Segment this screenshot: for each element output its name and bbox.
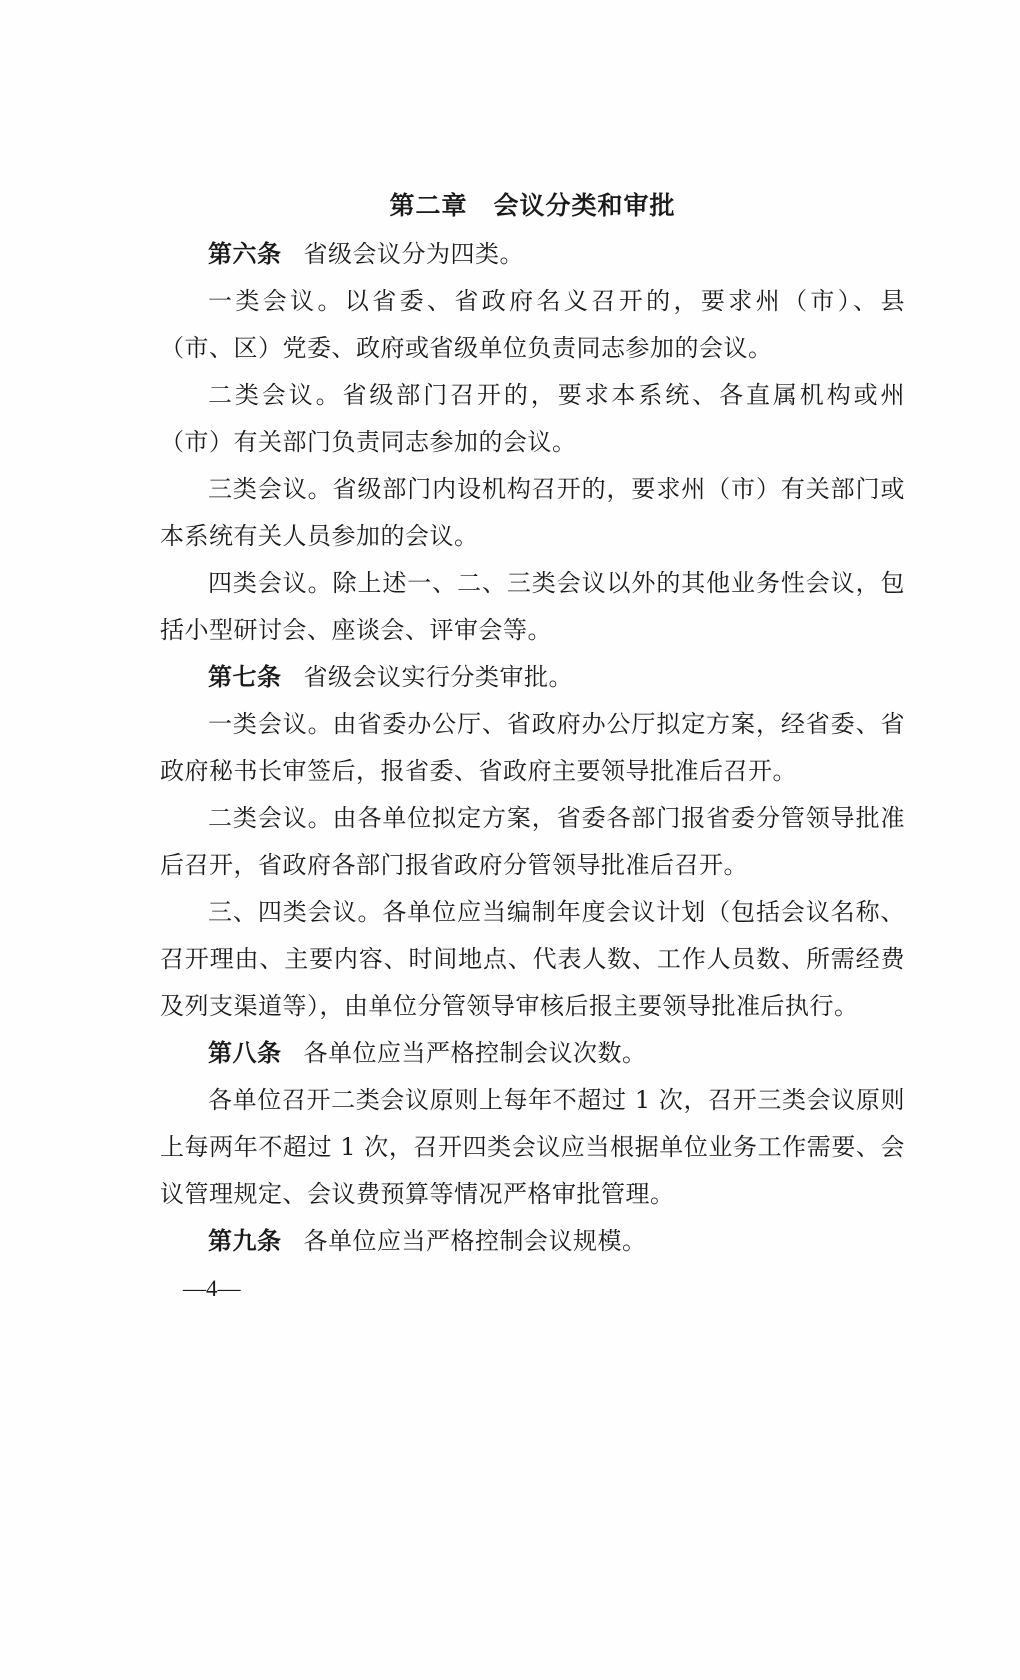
article-text: 各单位应当严格控制会议规模。 bbox=[303, 1227, 647, 1255]
article-label: 第六条 bbox=[208, 240, 282, 268]
page-number: —4— bbox=[183, 1276, 241, 1301]
paragraph-text: 二类会议。省级部门召开的，要求本系统、各直属机构或州（市）有关部门负责同志参加的会议。 bbox=[160, 381, 905, 456]
article-label: 第八条 bbox=[208, 1039, 282, 1067]
paragraph-text: 一类会议。以省委、省政府名义召开的，要求州（市）、县（市、区）党委、政府或省级单位负责同志参加的会议。 bbox=[160, 287, 905, 362]
paragraph-text: 三、四类会议。各单位应当编制年度会议计划（包括会议名称、召开理由、主要内容、时间地点、代表人数、工作人员数、所需经费及列支渠道等），由单位分管领导审核后报主要领导批准后执行。 bbox=[160, 898, 905, 1020]
article-9 bbox=[160, 1218, 905, 1265]
paragraph-text: 三类会议。省级部门内设机构召开的，要求州（市）有关部门或本系统有关人员参加的会议。 bbox=[160, 475, 905, 550]
paragraph bbox=[160, 560, 905, 654]
article-8 bbox=[160, 1030, 905, 1077]
paragraph-text: 二类会议。由各单位拟定方案，省委各部门报省委分管领导批准后召开，省政府各部门报省政府分管领导批准后召开。 bbox=[160, 804, 905, 879]
article-text: 省级会议分为四类。 bbox=[303, 240, 524, 268]
article-label: 第九条 bbox=[208, 1227, 282, 1255]
paragraph bbox=[160, 466, 905, 560]
article-6 bbox=[160, 231, 905, 278]
chapter-title: 第二章 会议分类和审批 bbox=[389, 191, 676, 220]
paragraph bbox=[160, 372, 905, 466]
paragraph bbox=[160, 795, 905, 889]
paragraph-text: 一类会议。由省委办公厅、省政府办公厅拟定方案，经省委、省政府秘书长审签后，报省委、省政府主要领导批准后召开。 bbox=[160, 710, 905, 785]
article-text: 省级会议实行分类审批。 bbox=[303, 663, 573, 691]
paragraph bbox=[160, 889, 905, 1030]
paragraph bbox=[160, 1077, 905, 1218]
article-label: 第七条 bbox=[208, 663, 282, 691]
paragraph bbox=[160, 701, 905, 795]
paragraph bbox=[160, 278, 905, 372]
paragraph-text: 四类会议。除上述一、二、三类会议以外的其他业务性会议，包括小型研讨会、座谈会、评审会等。 bbox=[160, 569, 905, 644]
article-7 bbox=[160, 654, 905, 701]
article-text: 各单位应当严格控制会议次数。 bbox=[303, 1039, 647, 1067]
paragraph-text: 各单位召开二类会议原则上每年不超过 1 次，召开三类会议原则上每两年不超过 1 次，召开四类会议应当根据单位业务工作需要、会议管理规定、会议费预算等情况严格审批管理。 bbox=[160, 1086, 905, 1208]
document-body bbox=[160, 185, 905, 1265]
